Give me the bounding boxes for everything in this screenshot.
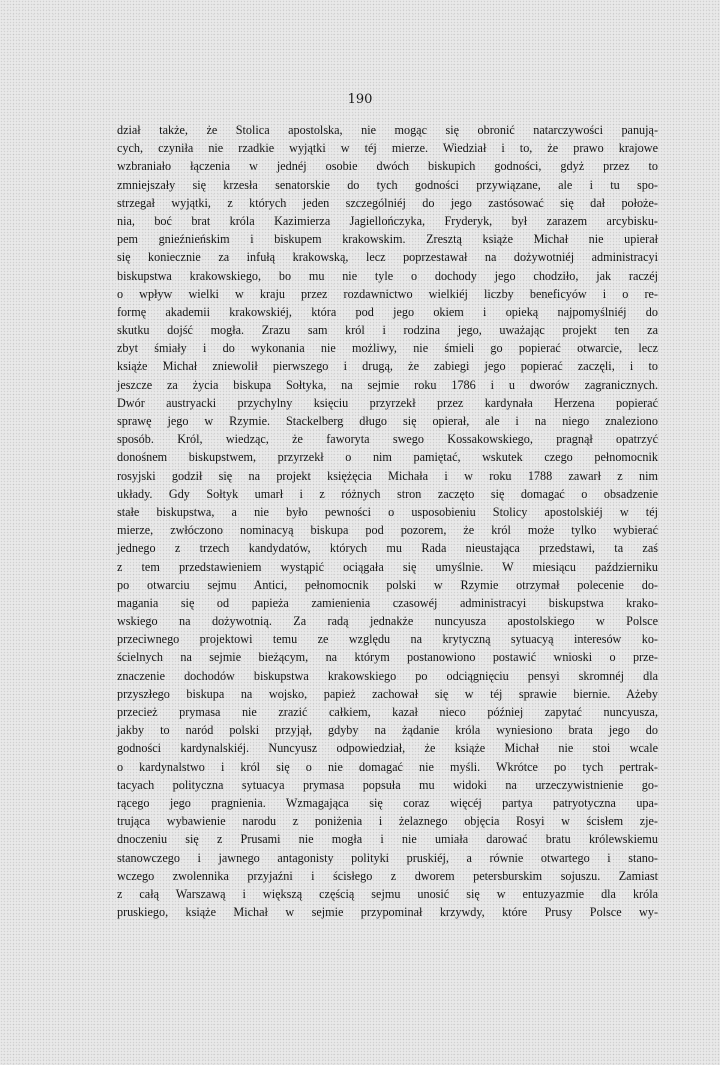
- text-line: jednego z trzech kandydatów, których mu Rada nieustająca przedstawi, ta zaś: [117, 541, 658, 556]
- text-line: pem gnieźnieńskim i biskupem krakowskim. Zresztą książe Michał nie upierał: [117, 232, 658, 247]
- text-line: mierze, zwłóczono nominacyą biskupa pod pozorem, że król może tylko wybierać: [117, 523, 658, 538]
- text-line: książe Michał zniewolił pierwszego i drugą, że zabiegi jego popierać zaczęli, i to: [117, 359, 658, 374]
- text-line: zmniejszały się krzesła senatorskie do tych godności przywiązane, ale i tu spo-: [117, 177, 658, 192]
- text-line: po otwarciu sejmu Antici, pełnomocnik polski w Rzymie otrzymał polecenie do-: [117, 577, 658, 592]
- text-line: jakby to naród polski przyjął, gdyby na żądanie króla wyniesiono brata jego do: [117, 723, 658, 738]
- text-line: trująca wybawienie narodu z poniżenia i żelaznego objęcia Rosyi w ścisłem zje-: [117, 814, 658, 829]
- text-line: skutku dojść mogła. Zrazu sam król i rodzina jego, uważając projekt ten za: [117, 323, 658, 338]
- text-line: przecież prymasa nie zrazić całkiem, kazał nieco później zapytać nuncyusza,: [117, 705, 658, 719]
- text-line: znaczenie dochodów biskupstwa krakowskiego po odciągnięciu pensyi skromnéj dla: [117, 668, 658, 683]
- text-line: wskiego na dożywotnią. Za radą jednakże nuncyusza apostolskiego w Polsce: [117, 614, 658, 629]
- text-line: rącego jego pragnienia. Wzmagająca się coraz więcéj partya patryotyczna upa-: [117, 795, 658, 810]
- text-line: przeciwnego projektowi temu ze względu na krytyczną sytuacyą interesów ko-: [117, 632, 658, 647]
- text-line: cych, czyniła nie rzadkie wyjątki w téj mierze. Wiedział i to, że prawo krajowe: [117, 141, 658, 156]
- text-line: jeszcze za życia biskupa Sołtyka, na sejmie roku 1786 i u dworów zagranicznych.: [117, 377, 658, 392]
- text-line: wzbraniało łączenia w jednéj osobie dwóch biskupich godności, gdyż przez to: [117, 159, 658, 174]
- text-line: rosyjski godził się na projekt księżęcia Michała i w roku 1788 zawarł z nim: [117, 468, 658, 483]
- text-line: zbyt śmiały i do wykonania nie możliwy, nie śmieli go popierać otwarcie, lecz: [117, 341, 658, 356]
- text-line: o kardynalstwo i król się o nie domagać nie myśli. Wkrótce po tych pertrak-: [117, 759, 658, 774]
- body-text: [117, 121, 658, 921]
- text-line: biskupstwa krakowskiego, bo mu nie tyle o dochody jego chodziło, jak raczéj: [117, 268, 658, 283]
- text-line: o wpływ wielki w kraju przez rozdawnictwo wielkiéj liczby beneficyów i o re-: [117, 286, 658, 301]
- text-line: z całą Warszawą i większą częścią sejmu unosić się w entuzyazmie dla króla: [117, 886, 658, 901]
- text-line: się koniecznie za infułą krakowską, lecz poprzestawał na dożywotniéj administracyi: [117, 250, 658, 265]
- page-number: 190: [347, 92, 373, 107]
- text-line: układy. Gdy Sołtyk umarł i z różnych stron zaczęto się domagać o obsadzenie: [117, 486, 658, 501]
- text-line: godności kardynalskiéj. Nuncyusz odpowiedział, że książe Michał nie stoi wcale: [117, 741, 658, 756]
- text-line: pruskiego, książe Michał w sejmie przypominał krzywdy, które Prusy Polsce wy-: [117, 905, 658, 920]
- text-line: dział także, że Stolica apostolska, nie mogąc się obronić natarczywości panują-: [117, 123, 658, 137]
- text-line: wczego zwolennika przyjaźni i ścisłego z dworem petersburskim sojuszu. Zamiast: [117, 868, 658, 883]
- text-line: stanowczego i jawnego antagonisty polityki pruskiéj, a równie otwartego i stano-: [117, 850, 658, 865]
- text-line: sprawę jego w Rzymie. Stackelberg długo się opierał, ale i na niego znaleziono: [117, 414, 658, 428]
- text-line: dnoczeniu się z Prusami nie mogła i nie umiała darować bratu królewskiemu: [117, 832, 658, 847]
- text-line: sposób. Król, wiedząc, że faworyta swego Kossakowskiego, pragnął opatrzyć: [117, 432, 658, 447]
- text-line: przyszłego biskupa na wojsko, papież zachował się w téj sprawie biernie. Ażeby: [117, 686, 658, 701]
- text-line: magania się od papieża zamienienia czasowéj administracyi biskupstwa krako-: [117, 595, 658, 610]
- text-line: ścielnych na sejmie bieżącym, na którym postanowiono postawić wnioski o prze-: [117, 650, 658, 665]
- text-line: stałe biskupstwa, a nie było pewności o usposobieniu Stolicy apostolskiéj w téj: [117, 504, 658, 519]
- text-line: donośnem biskupstwem, przyrzekł o nim pamiętać, wskutek czego pełnomocnik: [117, 450, 658, 465]
- text-line: z tem przedstawieniem wystąpić ociągała się umyślnie. W miesiącu październiku: [117, 559, 658, 574]
- text-line: formę akademii krakowskiéj, która pod jego okiem i opieką najpomyślniéj do: [117, 304, 658, 319]
- text-line: tacyach polityczna sytuacya prymasa popsuła mu widoki na urzeczywistnienie go-: [117, 777, 658, 792]
- text-line: nia, boć brat króla Kazimierza Jagiellończyka, Fryderyk, był zarazem arcybisku-: [117, 213, 658, 228]
- text-line: strzegał wyjątki, z których jeden szczególniéj do jego zastósować się dał położe-: [117, 195, 658, 210]
- text-line: Dwór austryacki przychylny księciu przyrzekł przez kardynała Herzena popierać: [117, 395, 658, 410]
